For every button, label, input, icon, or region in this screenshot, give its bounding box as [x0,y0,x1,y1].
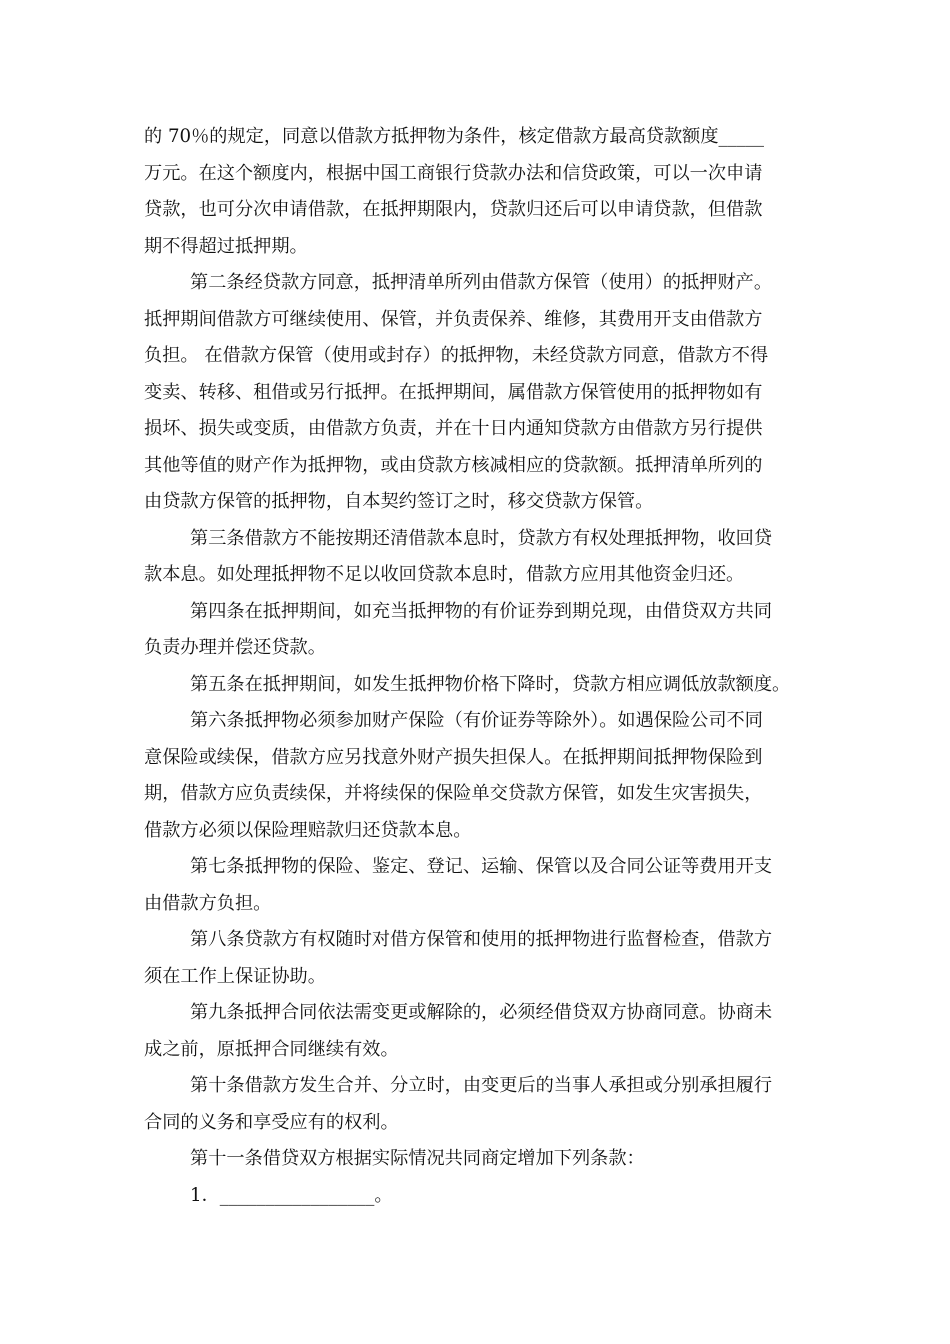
text-line: 的 70％的规定，同意以借款方抵押物为条件，核定借款方最高贷款额度_____ [144,126,765,147]
text-line: 万元。在这个额度内，根据中国工商银行贷款办法和信贷政策，可以一次申请 [144,162,763,184]
text-line: 合同的义务和享受应有的权利。 [144,1111,399,1133]
text-line: 期不得超过抵押期。 [144,235,308,257]
text-line: 抵押期间借款方可继续使用、保管，并负责保养、维修，其费用开支由借款方 [144,308,763,330]
text-line: 其他等值的财产作为抵押物，或由贷款方核减相应的贷款额。抵押清单所列的 [144,454,763,476]
text-line: 意保险或续保，借款方应另找意外财产损失担保人。在抵押期间抵押物保险到 [144,746,763,768]
clause-8-line: 第八条贷款方有权随时对借方保管和使用的抵押物进行监督检查，借款方 [190,929,773,950]
text-line: 由贷款方保管的抵押物，自本契约签订之时，移交贷款方保管。 [144,491,654,512]
contract-body [144,119,824,1214]
text-line: 由借款方负担。 [144,892,272,914]
clause-2-line: 第二条经贷款方同意，抵押清单所列由借款方保管（使用）的抵押财产。 [190,272,773,293]
clause-5-line: 第五条在抵押期间，如发生抵押物价格下降时，贷款方相应调低放款额度。 [190,673,791,695]
clause-11-line: 第十一条借贷双方根据实际情况共同商定增加下列条款： [190,1148,645,1169]
text-line: 借款方必须以保险理赔款归还贷款本息。 [144,819,472,841]
text-line: 负担。 在借款方保管（使用或封存）的抵押物，未经贷款方同意，借款方不得 [144,345,769,366]
text-line: 损坏、损失或变质，由借款方负责，并在十日内通知贷款方由借款方另行提供 [144,418,763,439]
clause-6-line: 第六条抵押物必须参加财产保险（有价证券等除外）。如遇保险公司不同 [190,710,763,731]
text-line: 变卖、转移、租借或另行抵押。在抵押期间，属借款方保管使用的抵押物如有 [144,381,763,403]
text-line: 负责办理并偿还贷款。 [144,637,326,658]
text-line: 须在工作上保证协助。 [144,965,326,987]
fill-in-item-1: 1．_________________。 [190,1184,393,1206]
text-line: 期，借款方应负责续保，并将续保的保险单交贷款方保管，如发生灾害损失， [144,783,763,804]
clause-9-line: 第九条抵押合同依法需变更或解除的，必须经借贷双方协商同意。协商未 [190,1002,773,1023]
text-line: 款本息。如处理抵押物不足以收回贷款本息时，借款方应用其他资金归还。 [144,564,745,585]
clause-10-line: 第十条借款方发生合并、分立时，由变更后的当事人承担或分别承担履行 [190,1075,773,1096]
clause-3-line: 第三条借款方不能按期还清借款本息时，贷款方有权处理抵押物，收回贷 [190,527,773,549]
text-line: 成之前，原抵押合同继续有效。 [144,1038,399,1060]
clause-7-line: 第七条抵押物的保险、鉴定、登记、运输、保管以及合同公证等费用开支 [190,856,773,877]
text-line: 贷款，也可分次申请借款，在抵押期限内，贷款归还后可以申请贷款，但借款 [144,199,763,220]
clause-4-line: 第四条在抵押期间，如充当抵押物的有价证券到期兑现，由借贷双方共同 [190,600,773,622]
